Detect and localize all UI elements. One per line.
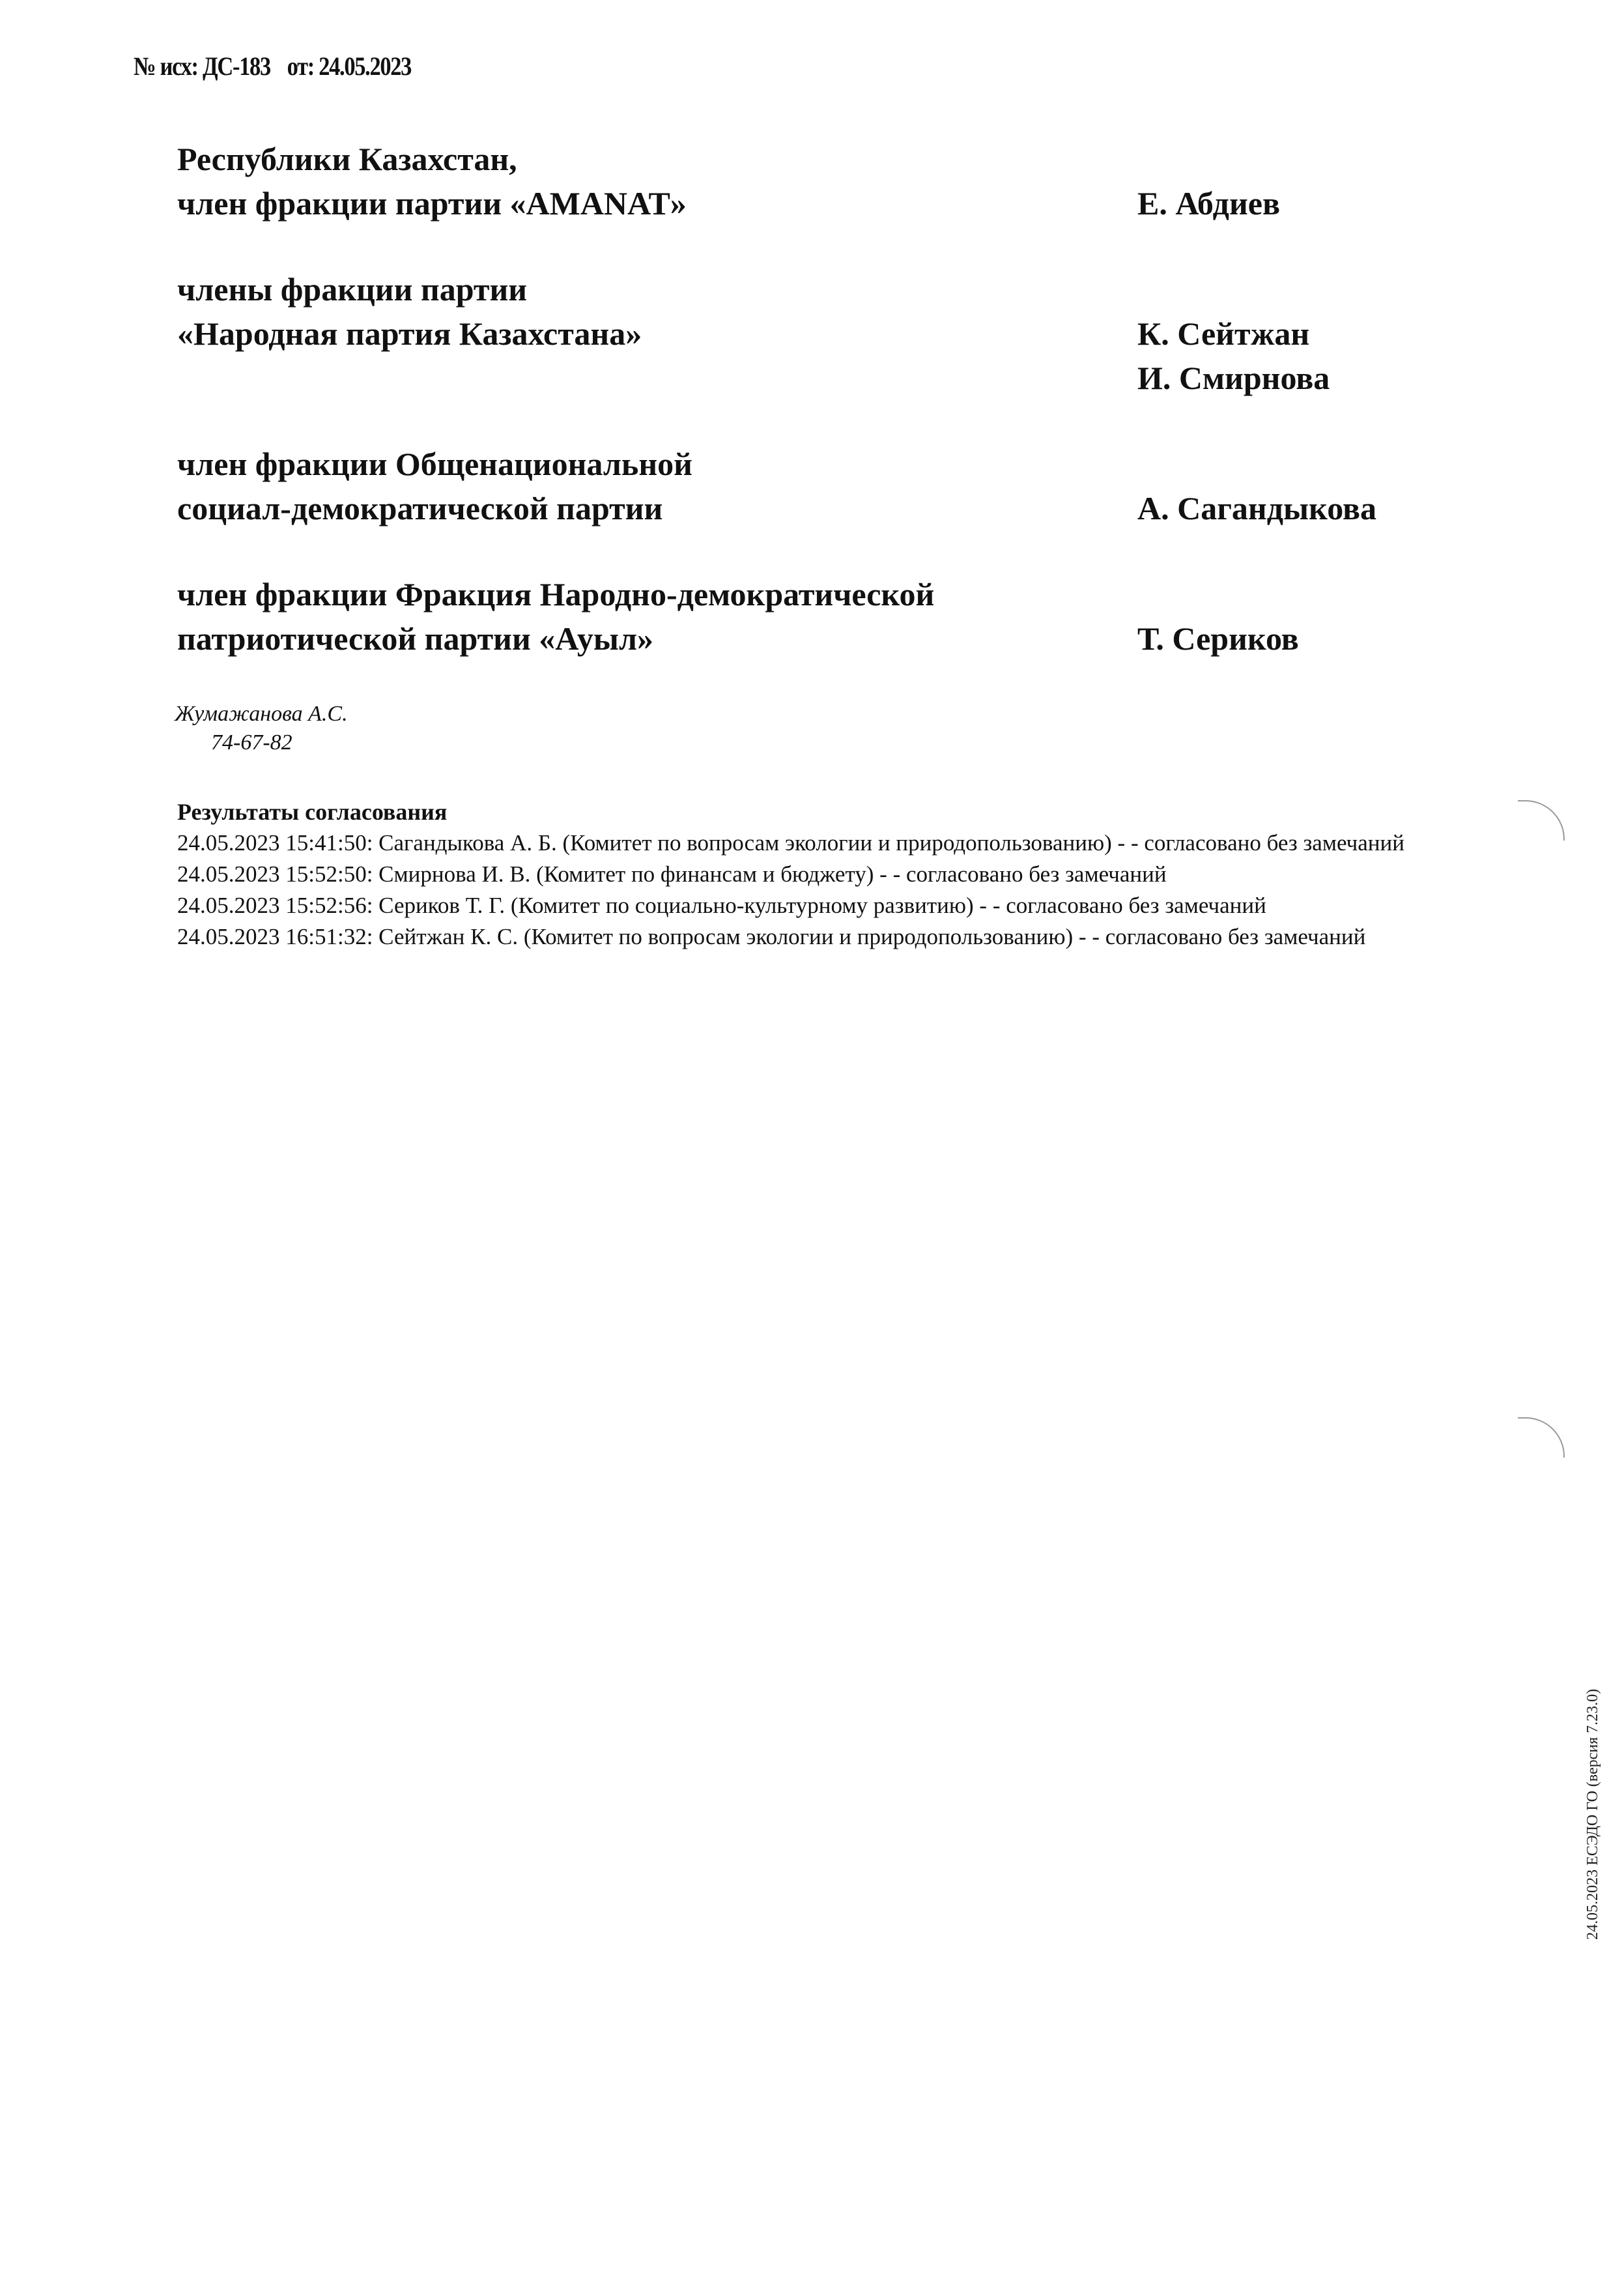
approval-results-title: Результаты согласования xyxy=(177,799,448,825)
approval-entry: 24.05.2023 15:41:50: Сагандыкова А. Б. (Комитет по вопросам экологии и природопользованию) - - согласовано без замечаний xyxy=(177,830,1404,856)
position-line: член фракции партии «AMANAT» xyxy=(177,185,687,222)
executor-phone: 74-67-82 xyxy=(211,730,292,755)
position-line: члены фракции партии xyxy=(177,271,528,308)
signature-position xyxy=(177,572,1089,661)
signature-position xyxy=(177,442,1089,530)
signatory-name: А. Сагандыкова xyxy=(1137,490,1376,526)
approval-entry: 24.05.2023 15:52:56: Сериков Т. Г. (Комитет по социально-культурному развитию) - - согласовано без замечаний xyxy=(177,893,1266,918)
edms-version-stamp: 24.05.2023 ЕСЭДО ГО (версия 7.23.0) xyxy=(1584,1688,1601,1940)
signature-position xyxy=(177,137,1089,225)
signatory-name: Т. Сериков xyxy=(1137,620,1299,657)
position-line: социал-демократической партии xyxy=(177,490,663,526)
position-line: член фракции Фракция Народно-демократической xyxy=(177,576,935,612)
outgoing-number: № исх: ДС-183 xyxy=(134,51,270,81)
signatory-name: Е. Абдиев xyxy=(1137,185,1280,222)
position-line: член фракции Общенациональной xyxy=(177,446,692,482)
signatory-name: И. Смирнова xyxy=(1137,360,1330,396)
executor-info xyxy=(175,700,348,757)
scan-punch-mark xyxy=(1518,800,1565,841)
approval-entry: 24.05.2023 15:52:50: Смирнова И. В. (Комитет по финансам и бюджету) - - согласовано без замечаний xyxy=(177,861,1167,887)
scan-punch-mark xyxy=(1518,1417,1565,1458)
signature-position xyxy=(177,267,1089,356)
outgoing-number-stamp xyxy=(134,51,411,81)
position-line: «Народная партия Казахстана» xyxy=(177,315,642,352)
signatory-names xyxy=(1137,616,1299,661)
signatory-names xyxy=(1137,486,1376,530)
signatory-names xyxy=(1137,181,1280,225)
approval-results xyxy=(177,796,1552,953)
position-line: Республики Казахстан, xyxy=(177,141,517,177)
signatory-names xyxy=(1137,311,1330,400)
signatory-name: К. Сейтжан xyxy=(1137,315,1310,352)
position-line: патриотической партии «Ауыл» xyxy=(177,620,654,657)
executor-name: Жумажанова А.С. xyxy=(175,702,348,726)
outgoing-date: от: 24.05.2023 xyxy=(287,51,412,81)
approval-entry: 24.05.2023 16:51:32: Сейтжан К. С. (Комитет по вопросам экологии и природопользованию) - - согласовано без замечаний xyxy=(177,924,1366,949)
